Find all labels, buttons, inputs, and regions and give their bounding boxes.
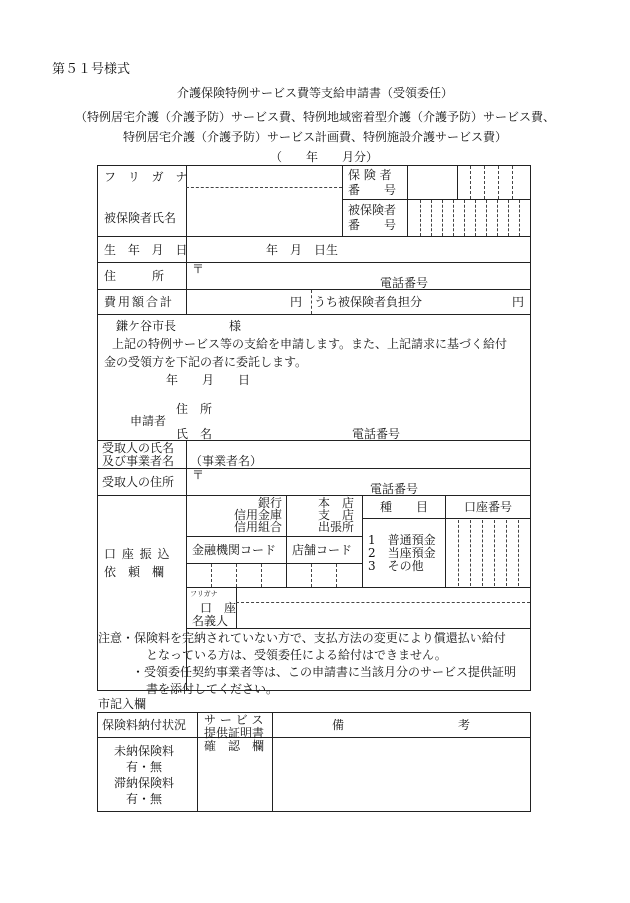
premium-status-label: 保険料納付状況 xyxy=(102,718,187,732)
recipient-phone-label: 電話番号 xyxy=(370,482,419,496)
note-1-line-2: となっている方は、受領委任による給付はできません。 xyxy=(146,648,447,662)
postal-mark: 〒 xyxy=(192,262,205,276)
insurer-number-label-1: 保 険 者 xyxy=(348,168,392,182)
city-section-heading: 市記入欄 xyxy=(98,697,147,711)
bank-type-3: 信用組合 xyxy=(233,520,282,534)
furigana-input[interactable] xyxy=(188,167,340,186)
account-holder-label-1: 口 座 xyxy=(200,601,237,615)
cost-yen: 円 xyxy=(290,295,303,309)
form-number: 第５１号様式 xyxy=(52,62,131,77)
applicant-label: 申請者 xyxy=(130,414,167,428)
remarks-label-1: 備 xyxy=(332,718,345,732)
subtitle-line-2: 特例居宅介護（介護予防）サービス計画費、特例施設介護サービス費） xyxy=(122,130,507,144)
request-body-1: 上記の特例サービス等の支給を申請します。また、上記請求に基づく給付 xyxy=(112,337,508,351)
insured-number-label-1: 被保険者 xyxy=(348,203,397,217)
furigana-label: フ リ ガ ナ xyxy=(104,170,192,184)
request-body-2: 金の受領方を下記の者に委託します。 xyxy=(104,355,308,369)
deposit-type-3[interactable]: 3 その他 xyxy=(368,559,424,573)
bank-type-1: 銀行 xyxy=(257,496,282,510)
remarks-label-2: 考 xyxy=(458,718,471,732)
applicant-name-label: 氏 名 xyxy=(176,427,213,441)
insurer-number-label-2: 番 号 xyxy=(348,183,397,197)
account-type-header: 種 目 xyxy=(380,500,429,514)
bank-code-label: 金融機関コード xyxy=(192,543,277,557)
account-holder-label-2: 名義人 xyxy=(192,614,229,628)
deposit-type-2[interactable]: 2 当座預金 xyxy=(368,546,436,560)
unpaid-premium-choice[interactable]: 有・無 xyxy=(126,760,163,774)
birth-date-label: 生 年 月 日 xyxy=(104,243,192,257)
birth-date-field[interactable]: 年 月 日生 xyxy=(266,243,339,257)
note-1-line-1: 注意・保険料を完納されていない方で、支払方法の変更により償還払い給付 xyxy=(98,631,506,645)
branch-code-label: 店舗コード xyxy=(292,543,353,557)
branch-type-1: 本 店 xyxy=(318,496,355,510)
overdue-premium-choice[interactable]: 有・無 xyxy=(126,792,163,806)
mayor-addressee: 鎌ケ谷市長 xyxy=(116,319,177,333)
service-cert-label-3: 確 認 欄 xyxy=(204,739,265,753)
holder-furigana-label: フリガナ xyxy=(190,590,218,598)
cost-total-label: 費用額合計 xyxy=(104,295,175,309)
recipient-address-label: 受取人の住所 xyxy=(102,475,175,489)
business-name-field[interactable]: （事業者名） xyxy=(190,454,263,468)
form-title: 介護保険特例サービス費等支給申請書（受領委任） xyxy=(176,86,453,100)
insured-name-input[interactable] xyxy=(188,189,340,235)
service-cert-label-2: 提供証明書 xyxy=(204,726,265,740)
phone-label: 電話番号 xyxy=(380,276,429,290)
address-label: 住 所 xyxy=(104,269,165,283)
deposit-type-1[interactable]: 1 普通預金 xyxy=(368,533,436,547)
honorific: 様 xyxy=(229,319,242,333)
branch-type-2: 支 店 xyxy=(318,508,355,522)
bank-section-label-2: 依 頼 欄 xyxy=(104,565,165,579)
self-pay-label: うち被保険者負担分 xyxy=(314,295,423,309)
note-2-line-2: 書を添付してください。 xyxy=(146,682,279,696)
period-field[interactable]: （ 年 月分） xyxy=(270,150,379,164)
insured-number-label-2: 番 号 xyxy=(348,218,397,232)
insured-name-label: 被保険者氏名 xyxy=(104,211,177,225)
recipient-name-label-1: 受取人の氏名 xyxy=(102,441,175,455)
note-2-line-1: ・受領委任契約事業者等は、この申請書に当該月分のサービス提供証明 xyxy=(132,665,517,679)
subtitle-line-1: （特例居宅介護（介護予防）サービス費、特例地域密着型介護（介護予防）サービス費、 xyxy=(74,110,555,124)
recipient-name-label-2: 及び事業者名 xyxy=(102,454,175,468)
branch-type-3: 出張所 xyxy=(318,520,355,534)
bank-section-label-1: 口 座 振 込 xyxy=(104,547,171,561)
self-pay-yen: 円 xyxy=(512,295,525,309)
applicant-address-label: 住 所 xyxy=(176,402,213,416)
service-cert-label-1: サ ー ビ ス xyxy=(204,713,264,727)
account-number-header: 口座番号 xyxy=(464,500,513,514)
unpaid-premium-label: 未納保険料 xyxy=(114,744,175,758)
recipient-postal-mark: 〒 xyxy=(192,468,205,482)
request-date-field[interactable]: 年 月 日 xyxy=(166,373,251,387)
bank-type-2: 信用金庫 xyxy=(233,508,282,522)
applicant-phone-label: 電話番号 xyxy=(352,427,401,441)
overdue-premium-label: 滞納保険料 xyxy=(114,776,175,790)
